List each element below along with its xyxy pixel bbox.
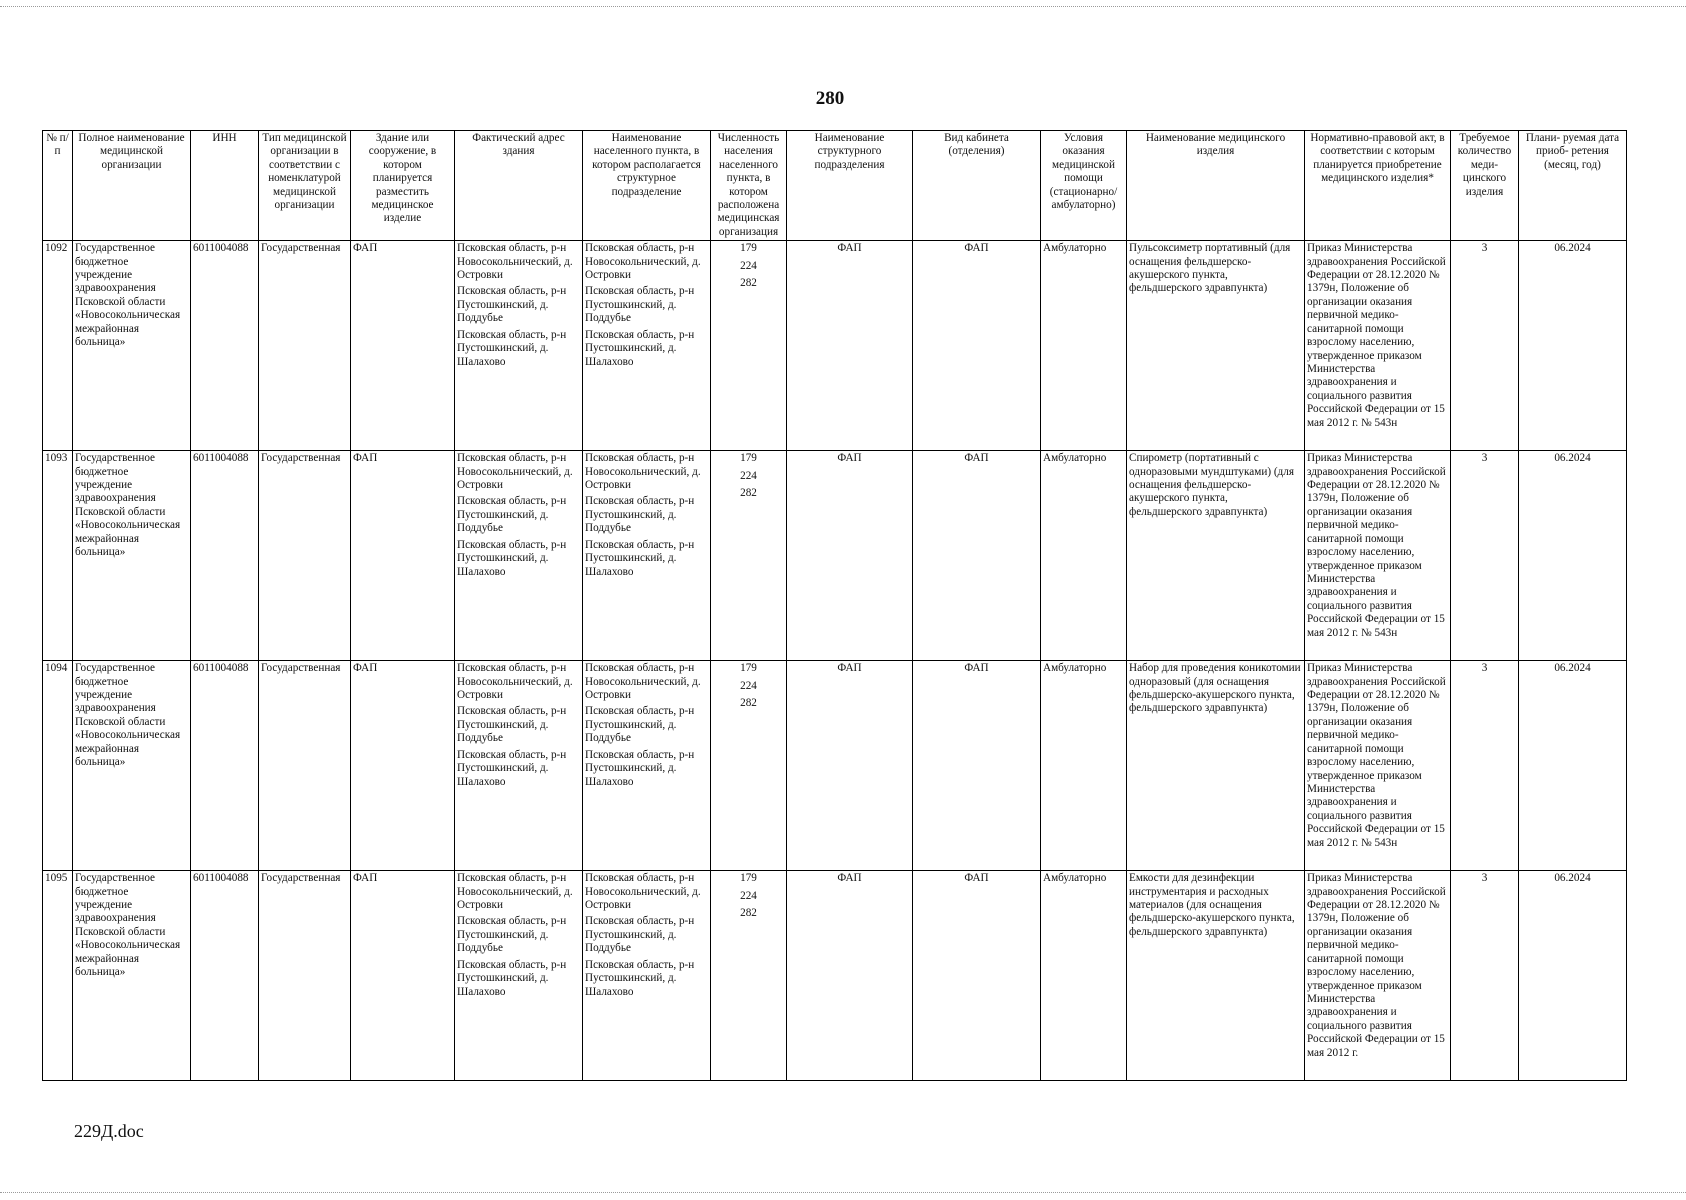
population-value: 224 (740, 679, 757, 692)
locality-line: Псковская область, р-н Пустошкинский, д. Поддубье (585, 705, 695, 745)
document-filename: 229Д.doc (74, 1121, 144, 1141)
cell-building: ФАП (351, 661, 455, 871)
cell-quantity: 3 (1451, 241, 1519, 451)
population-value: 282 (740, 277, 757, 290)
header-inn: ИНН (191, 131, 259, 241)
address-line: Псковская область, р-н Пустошкинский, д. Шалахово (457, 958, 567, 998)
address-line: Псковская область, р-н Новосокольнический, д. Островки (457, 872, 573, 912)
cell-inn: 6011004088 (191, 241, 259, 451)
cell-locality (583, 661, 711, 871)
cell-conditions: Амбулаторно (1041, 451, 1127, 661)
cell-device: Емкости для дезинфекции инструментария и расходных материалов (для оснащения фельдшерско-акушерского пункта, фельдшерского здравпункта) (1127, 871, 1305, 1081)
address-line: Псковская область, р-н Пустошкинский, д. Шалахово (457, 748, 567, 788)
address-line: Псковская область, р-н Пустошкинский, д. Поддубье (457, 285, 567, 325)
locality-line: Псковская область, р-н Пустошкинский, д. Поддубье (585, 915, 695, 955)
equipment-registry-table (42, 130, 1627, 1081)
cell-legal-act: Приказ Министерства здравоохранения Российской Федерации от 28.12.2020 № 1379н, Положение об организации оказания первичной медико-санитарной помощи взрослому населению, утвержденное приказом Министерства здравоохранения и социального развития Российской Федерации от 15 мая 2012 г. № 543н (1305, 661, 1451, 871)
scan-edge-bottom (0, 1192, 1686, 1195)
cell-subdivision: ФАП (787, 451, 913, 661)
population-value: 179 (740, 662, 757, 675)
cell-address (455, 241, 583, 451)
cell-building: ФАП (351, 871, 455, 1081)
population-value: 179 (740, 872, 757, 885)
cell-legal-act: Приказ Министерства здравоохранения Российской Федерации от 28.12.2020 № 1379н, Положение об организации оказания первичной медико-санитарной помощи взрослому населению, утвержденное приказом Министерства здравоохранения и социального развития Российской Федерации от 15 мая 2012 г. № 543н (1305, 451, 1451, 661)
address-line: Псковская область, р-н Пустошкинский, д. Шалахово (457, 328, 567, 368)
cell-locality (583, 241, 711, 451)
cell-quantity: 3 (1451, 661, 1519, 871)
page-number: 280 (815, 88, 845, 109)
cell-cabinet: ФАП (913, 451, 1041, 661)
cell-population (711, 451, 787, 661)
cell-date: 06.2024 (1519, 661, 1627, 871)
cell-date: 06.2024 (1519, 871, 1627, 1081)
locality-line: Псковская область, р-н Пустошкинский, д. Шалахово (585, 328, 695, 368)
population-value: 224 (740, 259, 757, 272)
cell-address (455, 661, 583, 871)
header-quantity: Требуемое количество меди- цинского изделия (1451, 131, 1519, 241)
cell-legal-act: Приказ Министерства здравоохранения Российской Федерации от 28.12.2020 № 1379н, Положение об организации оказания первичной медико-санитарной помощи взрослому населению, утвержденное приказом Министерства здравоохранения и социального развития Российской Федерации от 15 мая 2012 г. (1305, 871, 1451, 1081)
population-value: 282 (740, 907, 757, 920)
locality-line: Псковская область, р-н Пустошкинский, д. Шалахово (585, 748, 695, 788)
address-line: Псковская область, р-н Новосокольнический, д. Островки (457, 452, 573, 492)
cell-quantity: 3 (1451, 451, 1519, 661)
cell-legal-act: Приказ Министерства здравоохранения Российской Федерации от 28.12.2020 № 1379н, Положение об организации оказания первичной медико-санитарной помощи взрослому населению, утвержденное приказом Министерства здравоохранения и социального развития Российской Федерации от 15 мая 2012 г. № 543н (1305, 241, 1451, 451)
header-population: Численность населения населенного пункта, в котором расположена медицинская организация (711, 131, 787, 241)
address-line: Псковская область, р-н Новосокольнический, д. Островки (457, 242, 573, 282)
locality-line: Псковская область, р-н Новосокольнический, д. Островки (585, 242, 701, 282)
header-num: № п/п (43, 131, 73, 241)
table-row (43, 241, 1627, 451)
cell-inn: 6011004088 (191, 451, 259, 661)
cell-conditions: Амбулаторно (1041, 241, 1127, 451)
address-line: Псковская область, р-н Пустошкинский, д. Поддубье (457, 705, 567, 745)
cell-cabinet: ФАП (913, 661, 1041, 871)
cell-date: 06.2024 (1519, 241, 1627, 451)
cell-num: 1093 (43, 451, 73, 661)
header-org-name: Полное наименование медицинской организации (73, 131, 191, 241)
cell-org-name: Государственное бюджетное учреждение здравоохранения Псковской области «Новосокольническая межрайонная больница» (73, 451, 191, 661)
header-address: Фактический адрес здания (455, 131, 583, 241)
cell-device: Набор для проведения коникотомии одноразовый (для оснащения фельдшерско-акушерского пункта, фельдшерского здравпункта) (1127, 661, 1305, 871)
table-row (43, 451, 1627, 661)
cell-org-name: Государственное бюджетное учреждение здравоохранения Псковской области «Новосокольническая межрайонная больница» (73, 661, 191, 871)
cell-org-type: Государственная (259, 661, 351, 871)
cell-population (711, 871, 787, 1081)
population-value: 282 (740, 487, 757, 500)
table-header-row (43, 131, 1627, 241)
cell-population (711, 661, 787, 871)
cell-subdivision: ФАП (787, 871, 913, 1081)
header-device: Наименование медицинского изделия (1127, 131, 1305, 241)
address-line: Псковская область, р-н Пустошкинский, д. Поддубье (457, 495, 567, 535)
locality-line: Псковская область, р-н Пустошкинский, д. Шалахово (585, 958, 695, 998)
address-line: Псковская область, р-н Пустошкинский, д. Шалахово (457, 538, 567, 578)
cell-quantity: 3 (1451, 871, 1519, 1081)
cell-conditions: Амбулаторно (1041, 661, 1127, 871)
cell-inn: 6011004088 (191, 661, 259, 871)
address-line: Псковская область, р-н Новосокольнический, д. Островки (457, 662, 573, 702)
header-building: Здание или сооружение, в котором планируется разместить медицинское изделие (351, 131, 455, 241)
cell-conditions: Амбулаторно (1041, 871, 1127, 1081)
address-line: Псковская область, р-н Пустошкинский, д. Поддубье (457, 915, 567, 955)
locality-line: Псковская область, р-н Пустошкинский, д. Шалахово (585, 538, 695, 578)
cell-address (455, 451, 583, 661)
cell-org-type: Государственная (259, 241, 351, 451)
cell-building: ФАП (351, 451, 455, 661)
cell-subdivision: ФАП (787, 661, 913, 871)
table-row (43, 871, 1627, 1081)
cell-num: 1092 (43, 241, 73, 451)
header-locality: Наименование населенного пункта, в котором располагается структурное подразделение (583, 131, 711, 241)
cell-subdivision: ФАП (787, 241, 913, 451)
cell-population (711, 241, 787, 451)
cell-cabinet: ФАП (913, 241, 1041, 451)
cell-locality (583, 451, 711, 661)
population-value: 282 (740, 697, 757, 710)
cell-org-type: Государственная (259, 871, 351, 1081)
table-row (43, 661, 1627, 871)
header-org-type: Тип медицинской организации в соответствии с номенклатурой медицинской организации (259, 131, 351, 241)
population-value: 224 (740, 889, 757, 902)
cell-org-name: Государственное бюджетное учреждение здравоохранения Псковской области «Новосокольническая межрайонная больница» (73, 241, 191, 451)
cell-address (455, 871, 583, 1081)
header-subdivision: Наименование структурного подразделения (787, 131, 913, 241)
cell-building: ФАП (351, 241, 455, 451)
locality-line: Псковская область, р-н Новосокольнический, д. Островки (585, 452, 701, 492)
cell-date: 06.2024 (1519, 451, 1627, 661)
header-date: Плани- руемая дата приоб- ретения (месяц, год) (1519, 131, 1627, 241)
cell-device: Пульсоксиметр портативный (для оснащения фельдшерско-акушерского пункта, фельдшерского здравпункта) (1127, 241, 1305, 451)
cell-num: 1095 (43, 871, 73, 1081)
header-conditions: Условия оказания медицинской помощи (стационарно/ амбулаторно) (1041, 131, 1127, 241)
population-value: 179 (740, 242, 757, 255)
locality-line: Псковская область, р-н Пустошкинский, д. Поддубье (585, 285, 695, 325)
cell-org-name: Государственное бюджетное учреждение здравоохранения Псковской области «Новосокольническая межрайонная больница» (73, 871, 191, 1081)
header-legal-act: Нормативно-правовой акт, в соответствии с которым планируется приобретение медицинского изделия* (1305, 131, 1451, 241)
header-cabinet: Вид кабинета (отделения) (913, 131, 1041, 241)
locality-line: Псковская область, р-н Новосокольнический, д. Островки (585, 872, 701, 912)
population-value: 179 (740, 452, 757, 465)
cell-num: 1094 (43, 661, 73, 871)
cell-inn: 6011004088 (191, 871, 259, 1081)
population-value: 224 (740, 469, 757, 482)
cell-device: Спирометр (портативный с одноразовыми мундштуками) (для оснащения фельдшерско-акушерского пункта, фельдшерского здравпункта) (1127, 451, 1305, 661)
cell-cabinet: ФАП (913, 871, 1041, 1081)
cell-locality (583, 871, 711, 1081)
locality-line: Псковская область, р-н Новосокольнический, д. Островки (585, 662, 701, 702)
locality-line: Псковская область, р-н Пустошкинский, д. Поддубье (585, 495, 695, 535)
scan-edge-top (0, 6, 1686, 9)
cell-org-type: Государственная (259, 451, 351, 661)
